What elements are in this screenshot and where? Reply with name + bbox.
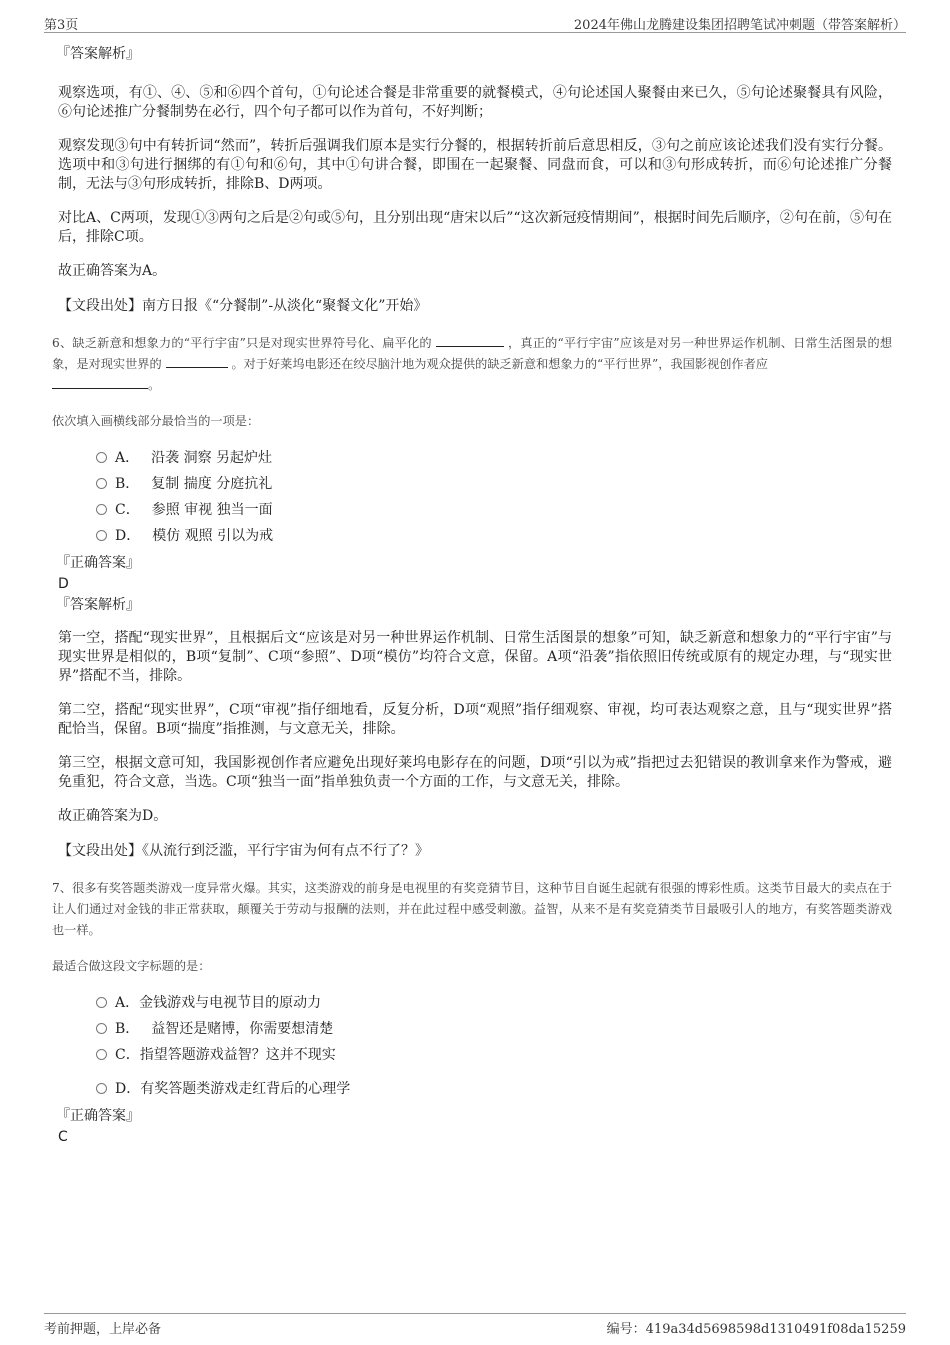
footer-slogan: 考前押题，上岸必备 bbox=[44, 1322, 162, 1337]
source-label: 【文段出处】 bbox=[58, 298, 142, 314]
option-c[interactable]: C． 参照 审视 独当一面 bbox=[96, 497, 892, 523]
correct-answer-label: 『正确答案』 bbox=[56, 555, 140, 571]
option-b[interactable]: B． 益智还是赌博，你需要想清楚 bbox=[96, 1016, 892, 1042]
radio-button[interactable] bbox=[96, 478, 107, 489]
radio-button[interactable] bbox=[96, 504, 107, 515]
source-line bbox=[58, 296, 892, 316]
question-7-prompt: 最适合做这段文字标题的是： bbox=[52, 959, 211, 973]
page-header bbox=[44, 12, 906, 33]
analysis-paragraph: 第三空，根据文意可知，我国影视创作者应避免出现好莱坞电影存在的问题，D项“引以为戒”指把过去犯错误的教训拿来作为警戒，避免重犯，符合文意，当选。C项“独当一面”指单独负责一个方面的工作，与文意无关，排除。 bbox=[58, 755, 892, 790]
radio-button[interactable] bbox=[96, 1083, 107, 1094]
question-6-prompt: 依次填入画横线部分最恰当的一项是： bbox=[52, 414, 260, 428]
analysis-paragraph: 第一空，搭配“现实世界”，且根据后文“应该是对另一种世界运作机制、日常生活图景的想象”可知，缺乏新意和想象力的“平行宇宙”与现实世界是相似的，B项“复制”、C项“参照”、D项“模仿”均符合文意，保留。A项“沿袭”指依照旧传统或原有的规定办理，与“现实世界”搭配不当，排除。 bbox=[58, 630, 892, 684]
source-text: 南方日报《“分餐制”-从淡化“聚餐文化”开始》 bbox=[142, 298, 428, 314]
analysis-paragraph: 观察选项，有①、④、⑤和⑥四个首句，①句论述合餐是非常重要的就餐模式，④句论述国人聚餐由来已久，⑤句论述聚餐具有风险，⑥句论述推广分餐制势在必行，四个句子都可以作为首句，不好判断； bbox=[58, 85, 892, 120]
question-7-stem: 7、很多有奖答题类游戏一度异常火爆。其实，这类游戏的前身是电视里的有奖竞猜节目，这种节目自诞生起就有很强的博彩性质。这类节目最大的卖点在于让人们通过对金钱的非正常获取，颠覆关于劳动与报酬的法则，并在此过程中感受刺激。益智，从来不是有奖竞猜类节目最吸引人的地方，有奖答题类游戏也一样。 bbox=[52, 881, 892, 937]
option-b[interactable]: B． 复制 揣度 分庭抗礼 bbox=[96, 471, 892, 497]
document-code: 编号：419a34d5698598d1310491f08da15259 bbox=[606, 1322, 906, 1337]
question-6-options bbox=[96, 445, 892, 549]
correct-answer-value: D bbox=[58, 576, 69, 592]
source-line bbox=[58, 841, 892, 861]
radio-button[interactable] bbox=[96, 997, 107, 1008]
option-d[interactable]: D． 模仿 观照 引以为戒 bbox=[96, 523, 892, 549]
correct-answer-value: C bbox=[58, 1129, 68, 1145]
option-c[interactable]: C．指望答题游戏益智？这并不现实 bbox=[96, 1042, 892, 1068]
analysis-paragraph: 第二空，搭配“现实世界”，C项“审视”指仔细地看，反复分析，D项“观照”指仔细观察、审视，均可表达观察之意，且与“现实世界”搭配恰当，保留。B项“揣度”指推测，与文意无关，排除。 bbox=[58, 702, 892, 737]
correct-answer-label: 『正确答案』 bbox=[56, 1108, 140, 1124]
analysis-paragraph: 观察发现③句中有转折词“然而”，转折后强调我们原本是实行分餐的，根据转折前后意思相反，③句之前应该论述我们没有实行分餐。选项中和③句进行捆绑的有①句和⑥句，其中①句讲合餐，即围在一起聚餐、同盘而食，可以和③句形成转折，而⑥句论述推广分餐制，无法与③句形成转折，排除B、D两项。 bbox=[58, 138, 892, 192]
analysis-paragraph: 对比A、C两项，发现①③两句之后是②句或⑤句，且分别出现“唐宋以后”“这次新冠疫情期间”，根据时间先后顺序，②句在前，⑤句在后，排除C项。 bbox=[58, 210, 892, 245]
option-a[interactable]: A．金钱游戏与电视节目的原动力 bbox=[96, 990, 892, 1016]
document-title: 2024年佛山龙腾建设集团招聘笔试冲刺题（带答案解析） bbox=[573, 18, 906, 33]
analysis-label: 『答案解析』 bbox=[56, 597, 140, 613]
option-a[interactable]: A． 沿袭 洞察 另起炉灶 bbox=[96, 445, 892, 471]
source-text: 《从流行到泛滥，平行宇宙为何有点不行了？》 bbox=[142, 843, 429, 859]
page-content bbox=[52, 44, 893, 1148]
question-6-stem: 6、缺乏新意和想象力的“平行宇宙”只是对现实世界符号化、扁平化的 ，真正的“平行宇宙”应该是对另一种世界运作机制、日常生活图景的想象，是对现实世界的 。对于好莱坞电影还在绞尽脑汁地为观众提供的缺乏新意和想象力的“平行世界”，我国影视创作者应 。 bbox=[52, 333, 892, 396]
fill-blank-2 bbox=[166, 354, 228, 368]
fill-blank-3 bbox=[52, 375, 148, 389]
page-footer bbox=[44, 1313, 906, 1336]
option-d[interactable]: D．有奖答题类游戏走红背后的心理学 bbox=[96, 1076, 892, 1102]
analysis-label: 『答案解析』 bbox=[56, 46, 140, 62]
radio-button[interactable] bbox=[96, 1049, 107, 1060]
fill-blank-1 bbox=[436, 333, 504, 347]
analysis-conclusion: 故正确答案为D。 bbox=[58, 808, 168, 824]
analysis-conclusion: 故正确答案为A。 bbox=[58, 263, 167, 279]
question-7-options bbox=[96, 990, 892, 1102]
source-label: 【文段出处】 bbox=[58, 843, 142, 859]
page-number: 第3页 bbox=[44, 18, 79, 33]
radio-button[interactable] bbox=[96, 452, 107, 463]
radio-button[interactable] bbox=[96, 530, 107, 541]
radio-button[interactable] bbox=[96, 1023, 107, 1034]
